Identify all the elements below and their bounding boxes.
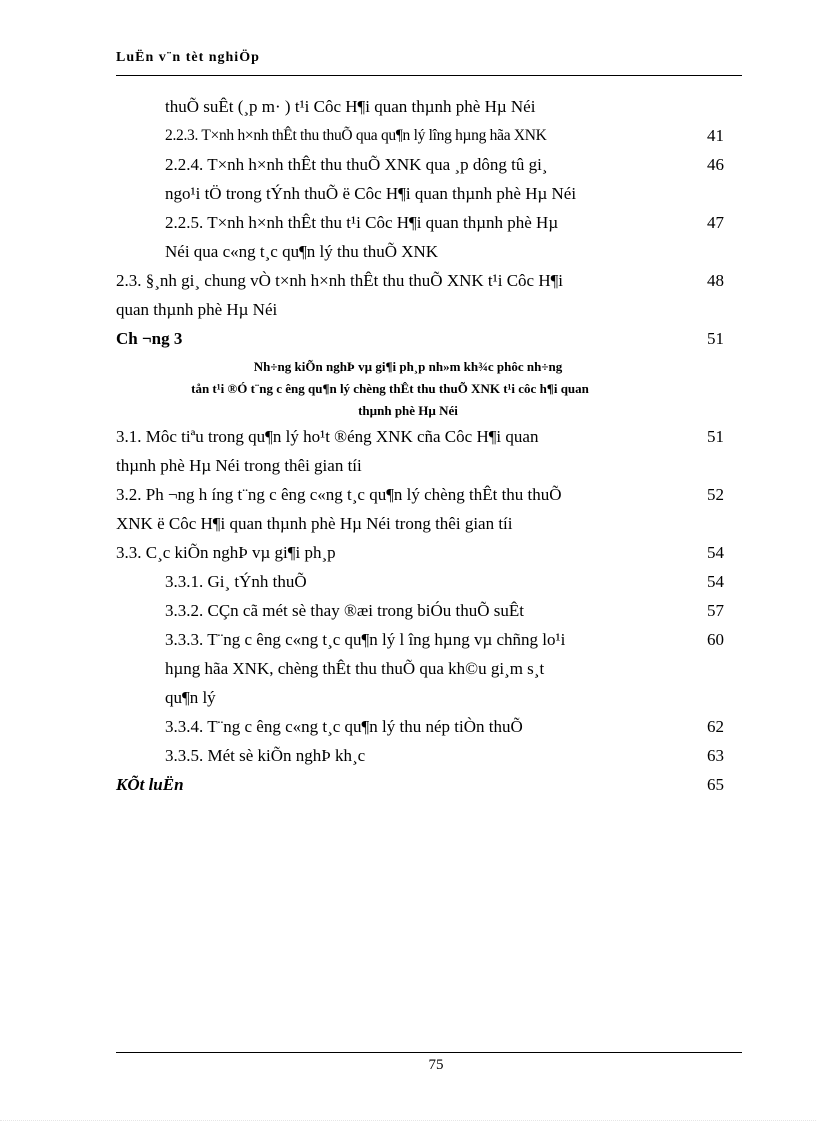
toc-line: 2.3. §¸nh gi¸ chung vÒ t×nh h×nh thÊt thu thuÕ XNK t¹i Côc H¶i <box>116 271 564 290</box>
toc-line: 3.3.3. T¨ng c êng c«ng t¸c qu¶n lý l îng hµng vµ chñng lo¹i <box>165 630 566 649</box>
chapter-heading: Ch ¬ng 3 <box>116 329 183 348</box>
chapter-title: Nh÷ng kiÕn nghÞ vµ gi¶i ph¸p nh»m kh¾c phôc nh÷ng <box>253 359 563 374</box>
toc-line: 3.2. Ph ¬ng h íng t¨ng c êng c«ng t¸c qu¶n lý chèng thÊt thu thuÕ <box>116 485 562 504</box>
toc-page-number: 54 <box>707 543 724 562</box>
toc-page-number: 54 <box>707 572 724 591</box>
toc-line: quan thµnh phè Hµ Néi <box>116 300 278 319</box>
toc-page-number: 63 <box>707 746 724 765</box>
toc-page-number: 57 <box>707 601 724 620</box>
toc-page-number: 60 <box>707 630 724 649</box>
toc-line: ngo¹i tÖ trong tÝnh thuÕ ë Côc H¶i quan thµnh phè Hµ Néi <box>165 184 577 203</box>
footer-rule <box>116 1052 742 1053</box>
toc-line: thuÕ suÊt (¸p m· ) t¹i Côc H¶i quan thµnh phè Hµ Néi <box>165 97 536 116</box>
toc-page-number: 51 <box>707 329 724 348</box>
toc-page-number: 46 <box>707 155 724 174</box>
toc-page-number: 47 <box>707 213 724 232</box>
header-rule <box>116 75 742 76</box>
toc-page-number: 51 <box>707 427 724 446</box>
toc-line: thµnh phè Hµ Néi trong thêi gian tíi <box>116 456 362 475</box>
toc-page-number: 41 <box>707 126 724 145</box>
toc-page-number: 65 <box>707 775 724 794</box>
toc-line: 3.3.5. Mét sè kiÕn nghÞ kh¸c <box>165 746 366 765</box>
toc-line: 3.3. C¸c kiÕn nghÞ vµ gi¶i ph¸p <box>116 543 336 562</box>
page-edge <box>0 1120 816 1121</box>
running-header: LuËn v¨n tèt nghiÖp <box>116 50 260 65</box>
chapter-title: tån t¹i ®Ó t¨ng c êng qu¶n lý chèng thÊt thu thuÕ XNK t¹i côc h¶i quan <box>191 381 589 396</box>
toc-line: 3.3.1. Gi¸ tÝnh thuÕ <box>165 572 307 591</box>
toc-line: 2.2.3. T×nh h×nh thÊt thu thuÕ qua qu¶n lý lîng hµng hãa XNK <box>165 127 547 144</box>
toc-page-number: 48 <box>707 271 724 290</box>
toc-line: XNK ë Côc H¶i quan thµnh phè Hµ Néi trong thêi gian tíi <box>116 514 513 533</box>
toc-line: 2.2.5. T×nh h×nh thÊt thu t¹i Côc H¶i quan thµnh phè Hµ <box>165 213 559 232</box>
toc-page-number: 52 <box>707 485 724 504</box>
toc-line: 3.3.4. T¨ng c êng c«ng t¸c qu¶n lý thu nép tiÒn thuÕ <box>165 717 523 736</box>
toc-line: hµng hãa XNK, chèng thÊt thu thuÕ qua kh©u gi¸m s¸t <box>165 659 545 678</box>
conclusion-heading: KÕt luËn <box>116 775 184 794</box>
toc-line: 3.3.2. CÇn cã mét sè thay ®æi trong biÓu thuÕ suÊt <box>165 601 525 620</box>
page-number: 75 <box>428 1057 444 1073</box>
toc-line: Néi qua c«ng t¸c qu¶n lý thu thuÕ XNK <box>165 242 439 261</box>
toc-line: 3.1. Môc tiªu trong qu¶n lý ho¹t ®éng XNK cña Côc H¶i quan <box>116 427 539 446</box>
toc-line: 2.2.4. T×nh h×nh thÊt thu thuÕ XNK qua ¸p dông tû gi¸ <box>165 155 548 174</box>
chapter-title: thµnh phè Hµ Néi <box>358 403 458 418</box>
toc-page-number: 62 <box>707 717 724 736</box>
toc-line: qu¶n lý <box>165 688 216 707</box>
